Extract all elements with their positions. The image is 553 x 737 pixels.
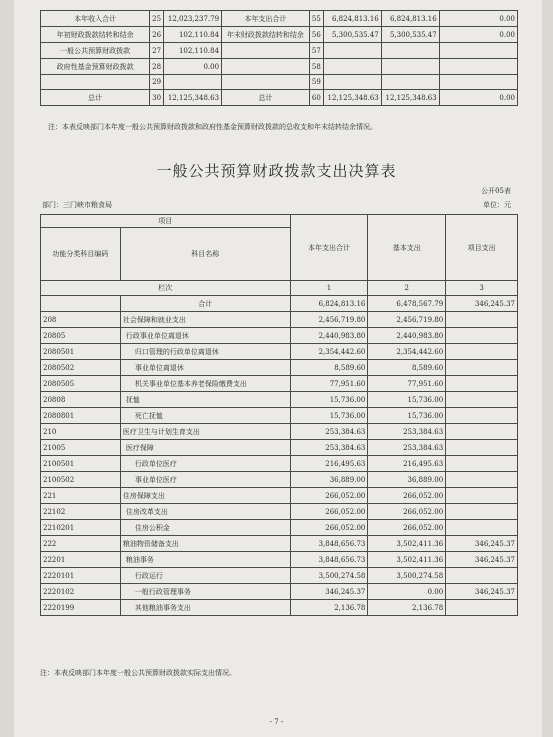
subject-name: 抚恤 xyxy=(120,392,290,408)
table-row xyxy=(41,344,518,360)
top-table-note: 注：本表反映部门本年度一般公共预算财政拨款和政府性基金预算财政拨款的总收支和年末结转结余情况。 xyxy=(48,123,377,131)
project-expenditure: 346,245.37 xyxy=(446,296,518,312)
total-expenditure: 6,824,813.16 xyxy=(290,296,368,312)
basic-expenditure: 0.00 xyxy=(368,584,446,600)
top-table-row xyxy=(41,90,518,106)
top-right-total: 6,824,813.16 xyxy=(323,11,381,27)
basic-expenditure: 3,500,274.58 xyxy=(368,568,446,584)
table-row xyxy=(41,488,518,504)
project-expenditure xyxy=(446,408,518,424)
subject-name: 机关事业单位基本养老保险缴费支出 xyxy=(120,376,290,392)
top-table-row xyxy=(41,75,518,90)
project-expenditure xyxy=(446,568,518,584)
basic-expenditure: 2,136.78 xyxy=(368,600,446,616)
basic-expenditure: 253,384.63 xyxy=(368,440,446,456)
top-left-value xyxy=(164,75,222,90)
basic-expenditure: 3,502,411.36 xyxy=(368,552,446,568)
table-row xyxy=(41,312,518,328)
subject-name: 粮油事务 xyxy=(120,552,290,568)
project-expenditure xyxy=(446,328,518,344)
top-table-row xyxy=(41,43,518,59)
top-left-value: 102,110.84 xyxy=(164,43,222,59)
subject-code: 22102 xyxy=(41,504,121,520)
top-right-project xyxy=(439,75,517,90)
table-row xyxy=(41,360,518,376)
top-right-project xyxy=(439,59,517,75)
top-right-project: 0.00 xyxy=(439,11,517,27)
total-expenditure: 253,384.63 xyxy=(290,440,368,456)
top-left-label xyxy=(41,75,150,90)
subject-code: 2080505 xyxy=(41,376,121,392)
top-left-line: 27 xyxy=(150,43,164,59)
subject-name: 合计 xyxy=(120,296,290,312)
top-right-total: 12,125,348.63 xyxy=(323,90,381,106)
total-expenditure: 266,052.00 xyxy=(290,520,368,536)
project-expenditure: 346,245.37 xyxy=(446,584,518,600)
subject-code: 2080801 xyxy=(41,408,121,424)
top-left-line: 25 xyxy=(150,11,164,27)
total-expenditure: 3,500,274.58 xyxy=(290,568,368,584)
header-col-3: 3 xyxy=(446,281,518,296)
project-expenditure xyxy=(446,424,518,440)
top-left-value: 12,125,348.63 xyxy=(164,90,222,106)
project-expenditure xyxy=(446,344,518,360)
subject-code: 2220102 xyxy=(41,584,121,600)
top-table-row xyxy=(41,11,518,27)
subject-name: 医疗保障 xyxy=(120,440,290,456)
total-expenditure: 216,495.63 xyxy=(290,456,368,472)
top-right-label xyxy=(222,75,310,90)
table-row xyxy=(41,600,518,616)
subject-name: 住房公积金 xyxy=(120,520,290,536)
top-right-line: 60 xyxy=(309,90,323,106)
total-expenditure: 3,848,656.73 xyxy=(290,552,368,568)
basic-expenditure: 216,495.63 xyxy=(368,456,446,472)
top-right-line: 58 xyxy=(309,59,323,75)
subject-code: 2080502 xyxy=(41,360,121,376)
header-project: 项目支出 xyxy=(446,215,518,281)
basic-expenditure: 8,589.60 xyxy=(368,360,446,376)
top-right-label: 年末财政拨款结转和结余 xyxy=(222,27,310,43)
page-title: 一般公共预算财政拨款支出决算表 xyxy=(156,162,397,180)
total-expenditure: 15,736.00 xyxy=(290,408,368,424)
basic-expenditure: 253,384.63 xyxy=(368,424,446,440)
total-expenditure: 253,384.63 xyxy=(290,424,368,440)
subject-name: 事业单位医疗 xyxy=(120,472,290,488)
table-row xyxy=(41,568,518,584)
total-expenditure: 2,440,983.80 xyxy=(290,328,368,344)
top-right-label: 本年支出合计 xyxy=(222,11,310,27)
top-left-value: 0.00 xyxy=(164,59,222,75)
top-left-label: 政府性基金预算财政拨款 xyxy=(41,59,150,75)
header-total: 本年支出合计 xyxy=(290,215,368,281)
subject-name: 住房改革支出 xyxy=(120,504,290,520)
table-row xyxy=(41,584,518,600)
basic-expenditure: 6,478,567.79 xyxy=(368,296,446,312)
table-row xyxy=(41,408,518,424)
table-row xyxy=(41,440,518,456)
basic-expenditure: 266,052.00 xyxy=(368,520,446,536)
total-row xyxy=(41,296,518,312)
subject-code: 2100502 xyxy=(41,472,121,488)
project-expenditure xyxy=(446,376,518,392)
top-left-label: 总计 xyxy=(41,90,150,106)
subject-name: 死亡抚恤 xyxy=(120,408,290,424)
table-row xyxy=(41,552,518,568)
subject-name: 行政单位医疗 xyxy=(120,456,290,472)
header-col-2: 2 xyxy=(368,281,446,296)
subject-code: 21005 xyxy=(41,440,121,456)
subject-code: 2210201 xyxy=(41,520,121,536)
top-right-label xyxy=(222,43,310,59)
top-left-label: 年初财政拨款结转和结余 xyxy=(41,27,150,43)
basic-expenditure: 36,889.00 xyxy=(368,472,446,488)
project-expenditure xyxy=(446,472,518,488)
top-summary-table xyxy=(40,10,518,106)
header-col-1: 1 xyxy=(290,281,368,296)
subject-name: 归口管理的行政单位离退休 xyxy=(120,344,290,360)
total-expenditure: 36,889.00 xyxy=(290,472,368,488)
basic-expenditure: 266,052.00 xyxy=(368,504,446,520)
top-left-line: 30 xyxy=(150,90,164,106)
project-expenditure: 346,245.37 xyxy=(446,536,518,552)
top-right-basic xyxy=(381,43,439,59)
top-right-total: 5,300,535.47 xyxy=(323,27,381,43)
basic-expenditure: 3,502,411.36 xyxy=(368,536,446,552)
subject-name: 住房保障支出 xyxy=(120,488,290,504)
top-right-project: 0.00 xyxy=(439,27,517,43)
project-expenditure xyxy=(446,504,518,520)
total-expenditure: 2,136.78 xyxy=(290,600,368,616)
table-row xyxy=(41,520,518,536)
total-expenditure: 15,736.00 xyxy=(290,392,368,408)
subject-code: 222 xyxy=(41,536,121,552)
subject-name: 其他粮油事务支出 xyxy=(120,600,290,616)
top-left-value: 102,110.84 xyxy=(164,27,222,43)
top-table-row xyxy=(41,27,518,43)
basic-expenditure: 2,354,442.60 xyxy=(368,344,446,360)
total-expenditure: 2,354,442.60 xyxy=(290,344,368,360)
subject-code: 221 xyxy=(41,488,121,504)
subject-name: 社会保障和就业支出 xyxy=(120,312,290,328)
project-expenditure xyxy=(446,488,518,504)
subject-name: 行政运行 xyxy=(120,568,290,584)
top-right-line: 59 xyxy=(309,75,323,90)
top-right-basic xyxy=(381,59,439,75)
project-expenditure xyxy=(446,360,518,376)
basic-expenditure: 2,456,719.80 xyxy=(368,312,446,328)
unit-label: 单位：元 xyxy=(483,201,511,209)
top-right-total xyxy=(323,59,381,75)
top-table-row xyxy=(41,59,518,75)
total-expenditure: 266,052.00 xyxy=(290,488,368,504)
subject-code: 2220199 xyxy=(41,600,121,616)
subject-code: 20805 xyxy=(41,328,121,344)
header-name: 科目名称 xyxy=(120,228,290,281)
top-right-basic: 5,300,535.47 xyxy=(381,27,439,43)
top-right-basic: 6,824,813.16 xyxy=(381,11,439,27)
subject-code: 22201 xyxy=(41,552,121,568)
project-expenditure xyxy=(446,520,518,536)
top-right-total xyxy=(323,75,381,90)
table-row xyxy=(41,456,518,472)
subject-name: 事业单位离退休 xyxy=(120,360,290,376)
top-right-total xyxy=(323,43,381,59)
project-expenditure xyxy=(446,440,518,456)
basic-expenditure: 15,736.00 xyxy=(368,392,446,408)
project-expenditure xyxy=(446,600,518,616)
subject-code: 2220101 xyxy=(41,568,121,584)
top-left-label: 本年收入合计 xyxy=(41,11,150,27)
project-expenditure xyxy=(446,456,518,472)
total-expenditure: 77,951.60 xyxy=(290,376,368,392)
top-left-line: 26 xyxy=(150,27,164,43)
subject-code: 2100501 xyxy=(41,456,121,472)
top-right-basic: 12,125,348.63 xyxy=(381,90,439,106)
expenditure-table xyxy=(40,214,518,616)
subject-name: 行政事业单位离退休 xyxy=(120,328,290,344)
top-left-label: 一般公共预算财政拨款 xyxy=(41,43,150,59)
total-expenditure: 2,456,719.80 xyxy=(290,312,368,328)
table-row xyxy=(41,504,518,520)
top-right-line: 57 xyxy=(309,43,323,59)
total-expenditure: 8,589.60 xyxy=(290,360,368,376)
table-row xyxy=(41,392,518,408)
top-right-project xyxy=(439,43,517,59)
basic-expenditure: 2,440,983.80 xyxy=(368,328,446,344)
top-right-label: 总计 xyxy=(222,90,310,106)
top-right-line: 56 xyxy=(309,27,323,43)
bottom-table-note: 注：本表反映部门本年度一般公共预算财政拨款实际支出情况。 xyxy=(40,669,236,677)
form-number: 公开05表 xyxy=(481,187,511,195)
top-left-line: 28 xyxy=(150,59,164,75)
table-row xyxy=(41,536,518,552)
department-label: 部门：三门峡市粮食局 xyxy=(42,201,112,209)
subject-code: 20808 xyxy=(41,392,121,408)
top-left-value: 12,023,237.79 xyxy=(164,11,222,27)
top-right-line: 55 xyxy=(309,11,323,27)
basic-expenditure: 77,951.60 xyxy=(368,376,446,392)
table-row xyxy=(41,424,518,440)
subject-code: 208 xyxy=(41,312,121,328)
top-right-label xyxy=(222,59,310,75)
top-right-basic xyxy=(381,75,439,90)
header-column-label: 栏次 xyxy=(41,281,291,296)
subject-code: 210 xyxy=(41,424,121,440)
subject-name: 一般行政管理事务 xyxy=(120,584,290,600)
project-expenditure xyxy=(446,312,518,328)
table-row xyxy=(41,328,518,344)
total-expenditure: 3,848,656.73 xyxy=(290,536,368,552)
header-item: 项目 xyxy=(41,215,291,228)
project-expenditure: 346,245.37 xyxy=(446,552,518,568)
top-left-line: 29 xyxy=(150,75,164,90)
basic-expenditure: 15,736.00 xyxy=(368,408,446,424)
total-expenditure: 266,052.00 xyxy=(290,504,368,520)
page-number: - 7 - xyxy=(269,718,284,726)
total-expenditure: 346,245.37 xyxy=(290,584,368,600)
table-row xyxy=(41,376,518,392)
project-expenditure xyxy=(446,392,518,408)
table-row xyxy=(41,472,518,488)
subject-code xyxy=(41,296,121,312)
subject-code: 2080501 xyxy=(41,344,121,360)
subject-name: 医疗卫生与计划生育支出 xyxy=(120,424,290,440)
subject-name: 粮油物资储备支出 xyxy=(120,536,290,552)
top-right-project: 0.00 xyxy=(439,90,517,106)
basic-expenditure: 266,052.00 xyxy=(368,488,446,504)
header-code: 功能分类科目编码 xyxy=(41,228,121,281)
header-basic: 基本支出 xyxy=(368,215,446,281)
